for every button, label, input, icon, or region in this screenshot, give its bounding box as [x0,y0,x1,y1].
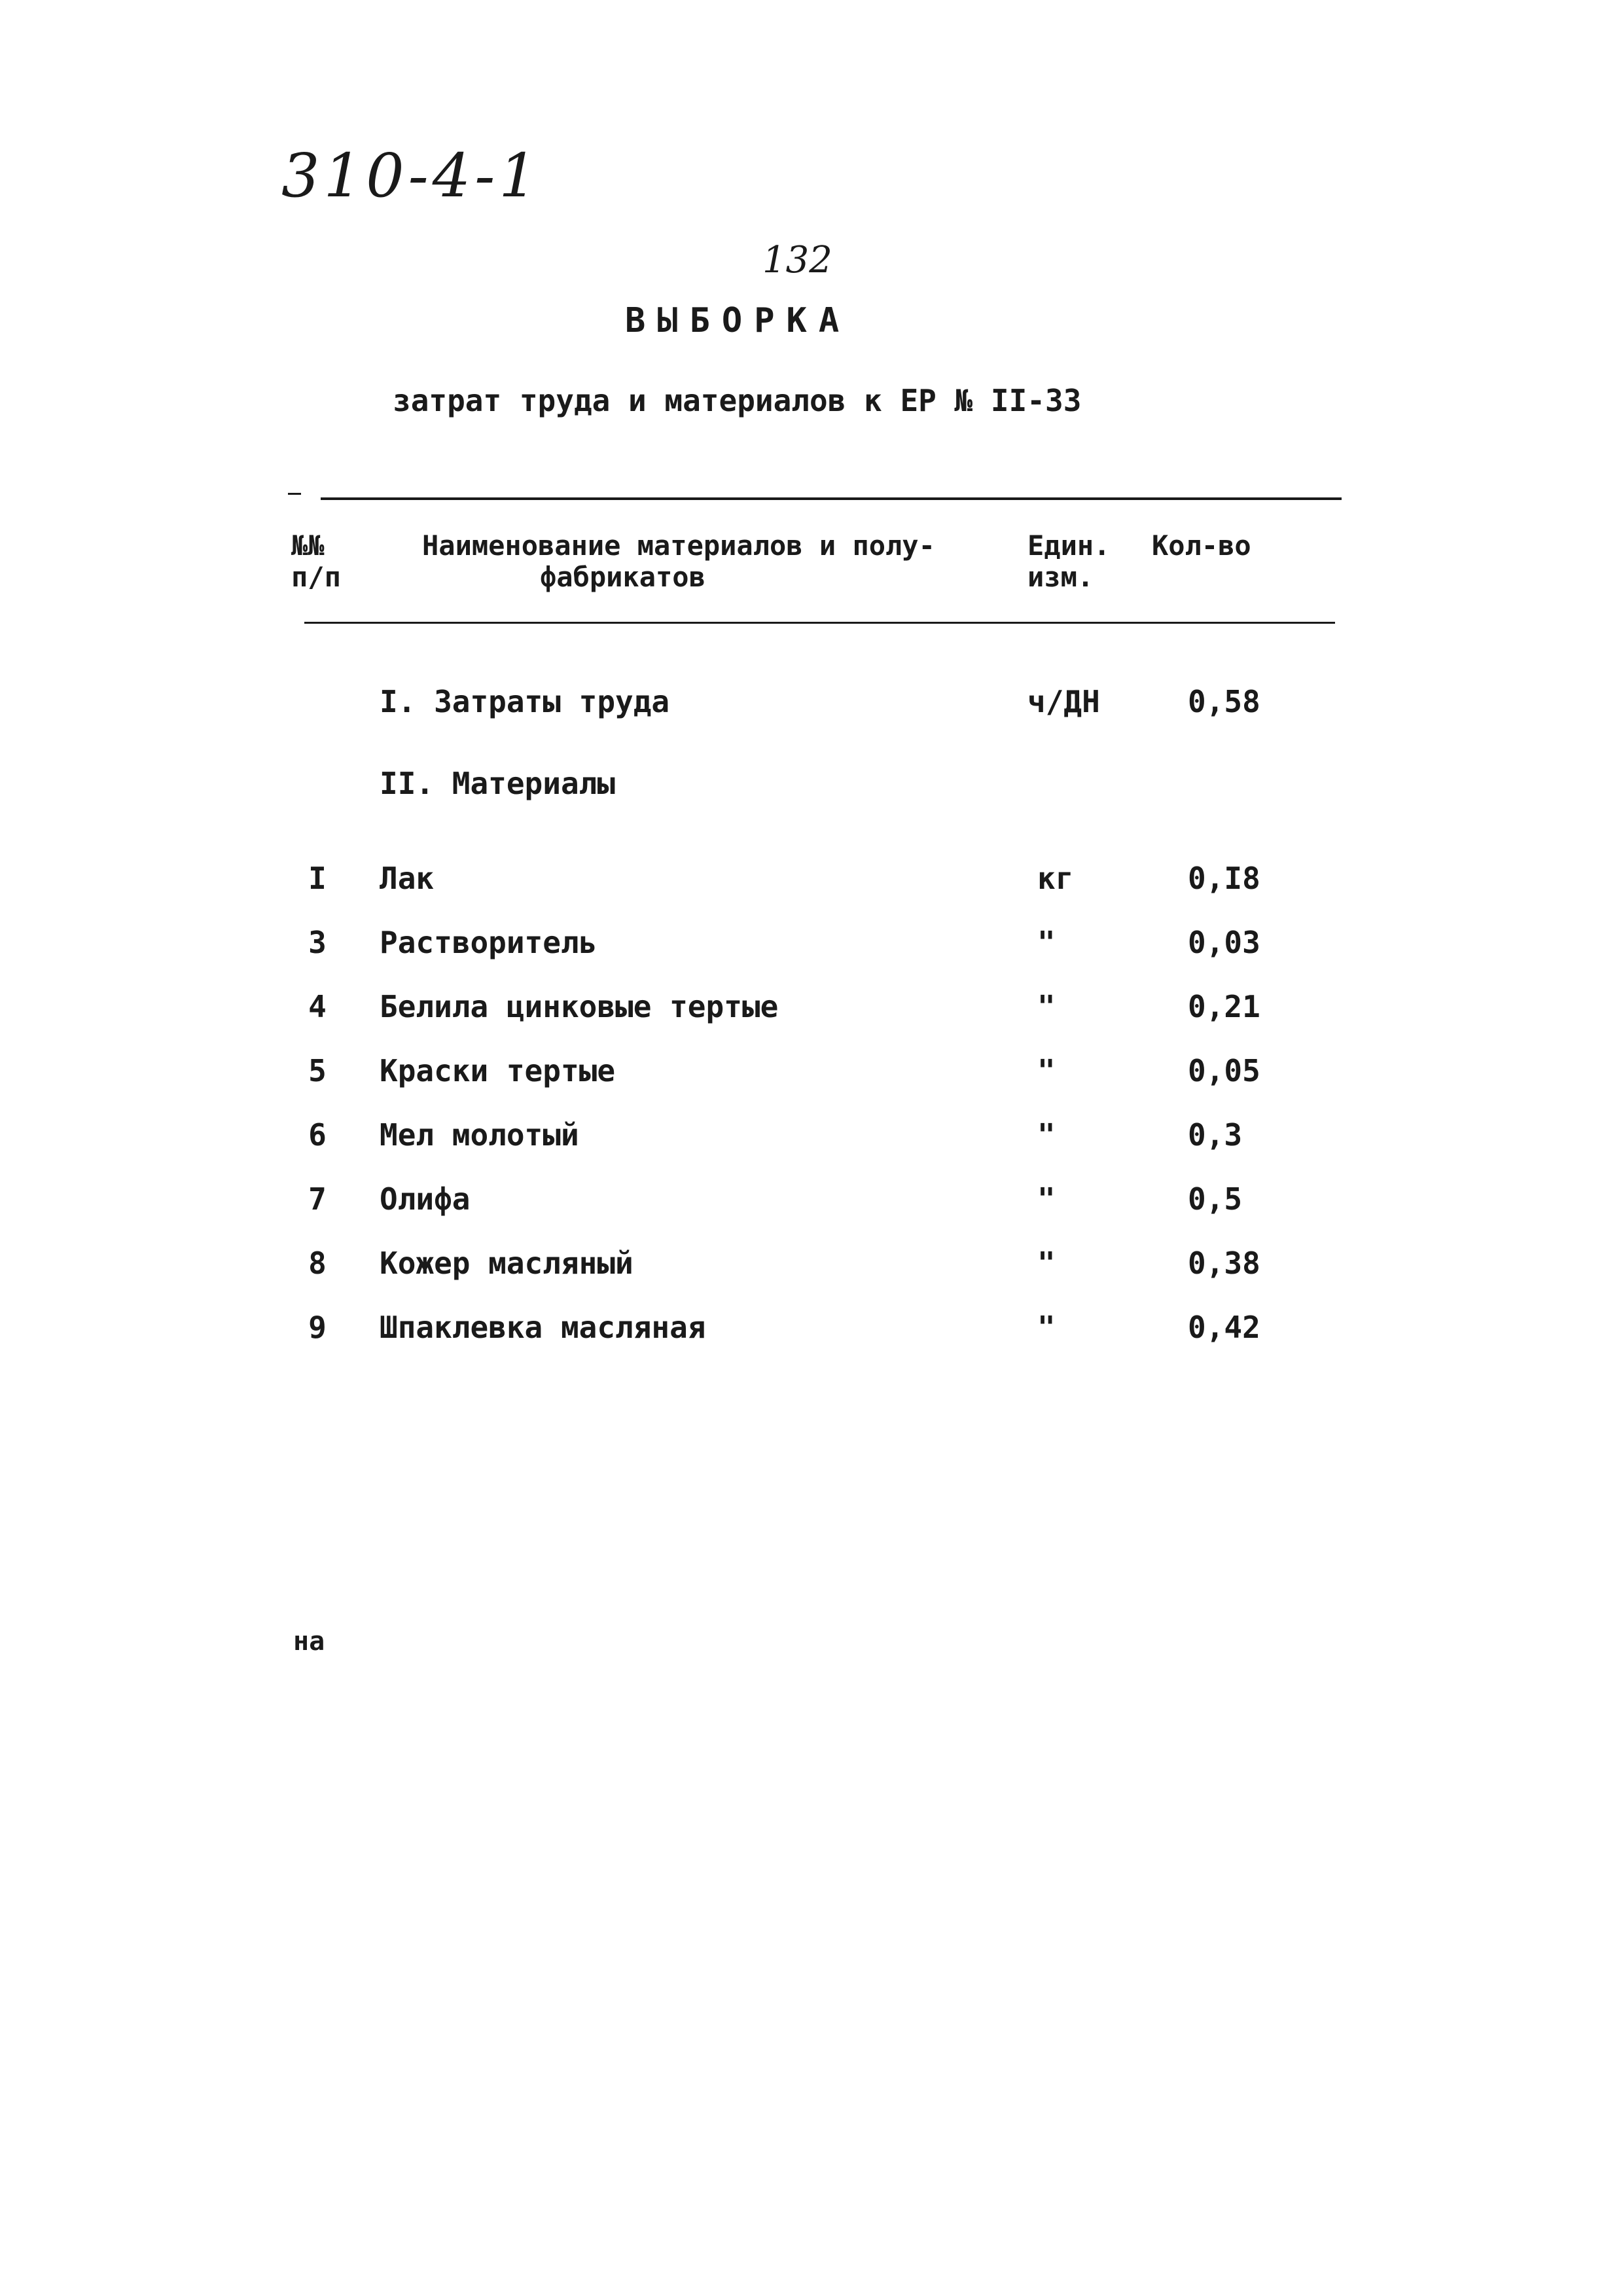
row-quantity: 0,05 [1188,1053,1260,1088]
row-unit: " [1037,1053,1056,1088]
row-unit: " [1037,1246,1056,1281]
row-number: 9 [308,1310,327,1345]
page-number: 132 [762,239,832,281]
row-name: Олифа [380,1181,471,1217]
header-unit-line2: изм. [1027,561,1094,593]
section-labor-quantity: 0,58 [1188,684,1260,719]
document-code: 310-4-1 [281,141,541,211]
header-number-line2: п/п [291,561,341,593]
row-number: I [308,861,327,896]
row-number: 4 [308,989,327,1024]
row-number: 6 [308,1117,327,1153]
row-unit: " [1037,1310,1056,1345]
row-name: Кожер масляный [380,1246,633,1281]
row-quantity: 0,03 [1188,925,1260,960]
footer-mark: на [293,1626,325,1657]
row-name: Лак [380,861,435,896]
row-quantity: 0,I8 [1188,861,1260,896]
row-quantity: 0,5 [1188,1181,1243,1217]
row-quantity: 0,21 [1188,989,1260,1024]
header-name-line2: фабрикатов [540,561,705,593]
row-quantity: 0,42 [1188,1310,1260,1345]
row-name: Краски тертые [380,1053,616,1088]
row-quantity: 0,3 [1188,1117,1243,1153]
page-title: ВЫБОРКА [625,301,851,340]
row-name: Шпаклевка масляная [380,1310,706,1345]
row-number: 5 [308,1053,327,1088]
row-number: 3 [308,925,327,960]
header-number-line1: №№ [291,529,325,562]
row-unit: " [1037,1117,1056,1153]
row-unit: кг [1037,861,1074,896]
row-name: Растворитель [380,925,597,960]
header-number [291,530,341,593]
rule-dash [288,493,301,495]
header-quantity: Кол-во [1152,529,1251,562]
header-bottom-rule [304,622,1335,624]
row-name: Белила цинковые тертые [380,989,779,1024]
page-subtitle: затрат труда и материалов к ЕР № II-33 [393,383,1082,418]
row-number: 8 [308,1246,327,1281]
row-unit: " [1037,1181,1056,1217]
section-labor-label: I. Затраты труда [380,684,670,719]
header-name [422,530,935,593]
row-unit: " [1037,925,1056,960]
header-unit-line1: Един. [1027,529,1111,562]
row-quantity: 0,38 [1188,1246,1260,1281]
row-unit: " [1037,989,1056,1024]
section-materials-label: II. Материалы [380,766,616,801]
section-labor-unit: ч/ДН [1027,684,1100,719]
row-name: Мел молотый [380,1117,579,1153]
table-top-rule [321,497,1342,500]
header-name-line1: Наименование материалов и полу- [422,529,935,562]
row-number: 7 [308,1181,327,1217]
header-unit [1027,530,1110,593]
